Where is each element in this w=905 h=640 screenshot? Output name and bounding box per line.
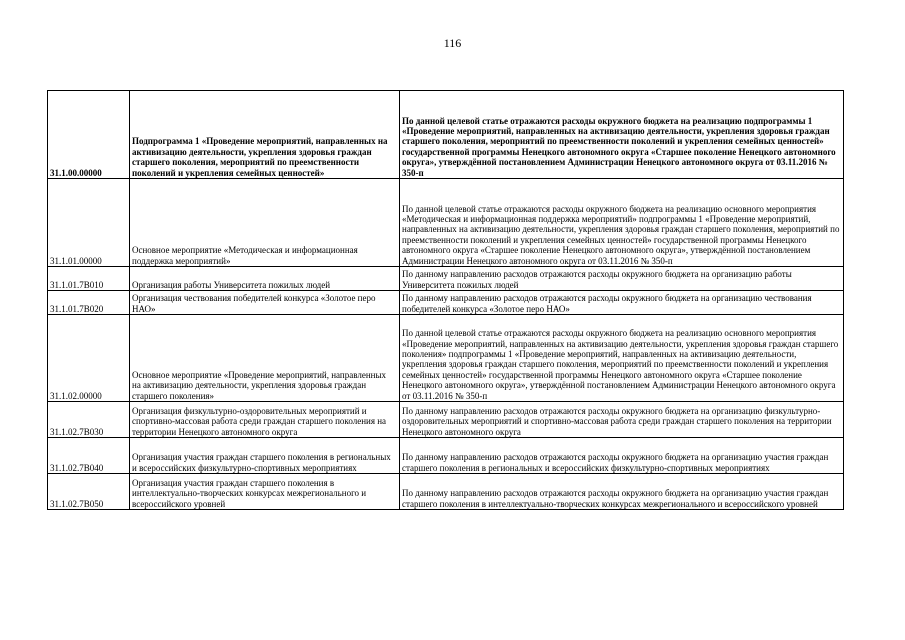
target-article-name: Подпрограмма 1 «Проведение мероприятий, направленных на активизацию деятельности, укрепления здоровья граждан старшего поколения, мероприятий по преемственности поколений и укрепления семейных ценностей» bbox=[130, 91, 400, 179]
table-row bbox=[48, 438, 844, 474]
table-row bbox=[48, 291, 844, 315]
expense-direction-code: 31.1.01.7В020 bbox=[48, 291, 130, 315]
expense-direction-code: 31.1.02.7В040 bbox=[48, 438, 130, 474]
table-row bbox=[48, 91, 844, 179]
target-article-code: 31.1.00.00000 bbox=[48, 91, 130, 179]
expense-direction-name: Организация физкультурно-оздоровительных мероприятий и спортивно-массовая работа среди граждан старшего поколения на территории Ненецкого автономного округа bbox=[130, 402, 400, 438]
expense-direction-description: По данному направлению расходов отражаются расходы окружного бюджета на организацию работы Университета пожилых людей bbox=[400, 267, 844, 291]
table-row bbox=[48, 402, 844, 438]
page-number: 116 bbox=[443, 36, 462, 50]
expense-direction-description: По данному направлению расходов отражаются расходы окружного бюджета на организацию участия граждан старшего поколения в интеллектуально-творческих конкурсах межрегионального и всероссийского уровней bbox=[400, 474, 844, 510]
table-row bbox=[48, 474, 844, 510]
expense-direction-description: По данному направлению расходов отражаются расходы окружного бюджета на организацию физкультурно-оздоровительных мероприятий и спортивно-массовая работа среди граждан старшего поколения на территории Ненецкого автономного округа bbox=[400, 402, 844, 438]
target-article-description: По данной целевой статье отражаются расходы окружного бюджета на реализацию основного мероприятия «Методическая и информационная поддержка мероприятий» подпрограммы 1 «Проведение мероприятий, направленных на активизацию деятельности, укрепления здоровья граждан старшего поколения, мероприятий по преемственности поколений и укрепления семейных ценностей» государственной программы Ненецкого автономного округа «Старшее поколение Ненецкого автономного округа», утверждённой постановлением Администрации Ненецкого автономного округа от 03.11.2016 № 350-п bbox=[400, 179, 844, 267]
target-article-code: 31.1.01.00000 bbox=[48, 179, 130, 267]
expense-direction-name: Организация участия граждан старшего поколения в интеллектуально-творческих конкурсах межрегионального и всероссийского уровней bbox=[130, 474, 400, 510]
target-article-name: Основное мероприятие «Методическая и информационная поддержка мероприятий» bbox=[130, 179, 400, 267]
expense-direction-name: Организация чествования победителей конкурса «Золотое перо НАО» bbox=[130, 291, 400, 315]
expense-direction-description: По данному направлению расходов отражаются расходы окружного бюджета на организацию чествования победителей конкурса «Золотое перо НАО» bbox=[400, 291, 844, 315]
table-row bbox=[48, 179, 844, 267]
target-article-code: 31.1.02.00000 bbox=[48, 315, 130, 402]
expense-direction-code: 31.1.01.7В010 bbox=[48, 267, 130, 291]
target-article-description: По данной целевой статье отражаются расходы окружного бюджета на реализацию подпрограммы 1 «Проведение мероприятий, направленных на активизацию деятельности, укрепления здоровья граждан старшего поколения, мероприятий по преемственности поколений и укрепления семейных ценностей» государственной программы Ненецкого автономного округа «Старшее поколение Ненецкого автономного округа», утверждённой постановлением Администрации Ненецкого автономного округа от 03.11.2016 № 350-п bbox=[400, 91, 844, 179]
target-article-description: По данной целевой статье отражаются расходы окружного бюджета на реализацию основного мероприятия «Проведение мероприятий, направленных на активизацию деятельности, укрепления здоровья граждан старшего поколения» подпрограммы 1 «Проведение мероприятий, направленных на активизацию деятельности, укрепления здоровья граждан старшего поколения, мероприятий по преемственности поколений и укрепления семейных ценностей» государственной программы Ненецкого автономного округа «Старшее поколение Ненецкого автономного округа», утверждённой постановлением Администрации Ненецкого автономного округа от 03.11.2016 № 350-п bbox=[400, 315, 844, 402]
expense-direction-description: По данному направлению расходов отражаются расходы окружного бюджета на организацию участия граждан старшего поколения в региональных и всероссийских физкультурно-спортивных мероприятиях bbox=[400, 438, 844, 474]
expense-direction-name: Организация участия граждан старшего поколения в региональных и всероссийских физкультурно-спортивных мероприятиях bbox=[130, 438, 400, 474]
budget-classification-table bbox=[47, 90, 844, 510]
expense-direction-name: Организация работы Университета пожилых людей bbox=[130, 267, 400, 291]
table-row bbox=[48, 315, 844, 402]
table-row bbox=[48, 267, 844, 291]
target-article-name: Основное мероприятие «Проведение мероприятий, направленных на активизацию деятельности, укрепления здоровья граждан старшего поколения» bbox=[130, 315, 400, 402]
expense-direction-code: 31.1.02.7В050 bbox=[48, 474, 130, 510]
expense-direction-code: 31.1.02.7В030 bbox=[48, 402, 130, 438]
